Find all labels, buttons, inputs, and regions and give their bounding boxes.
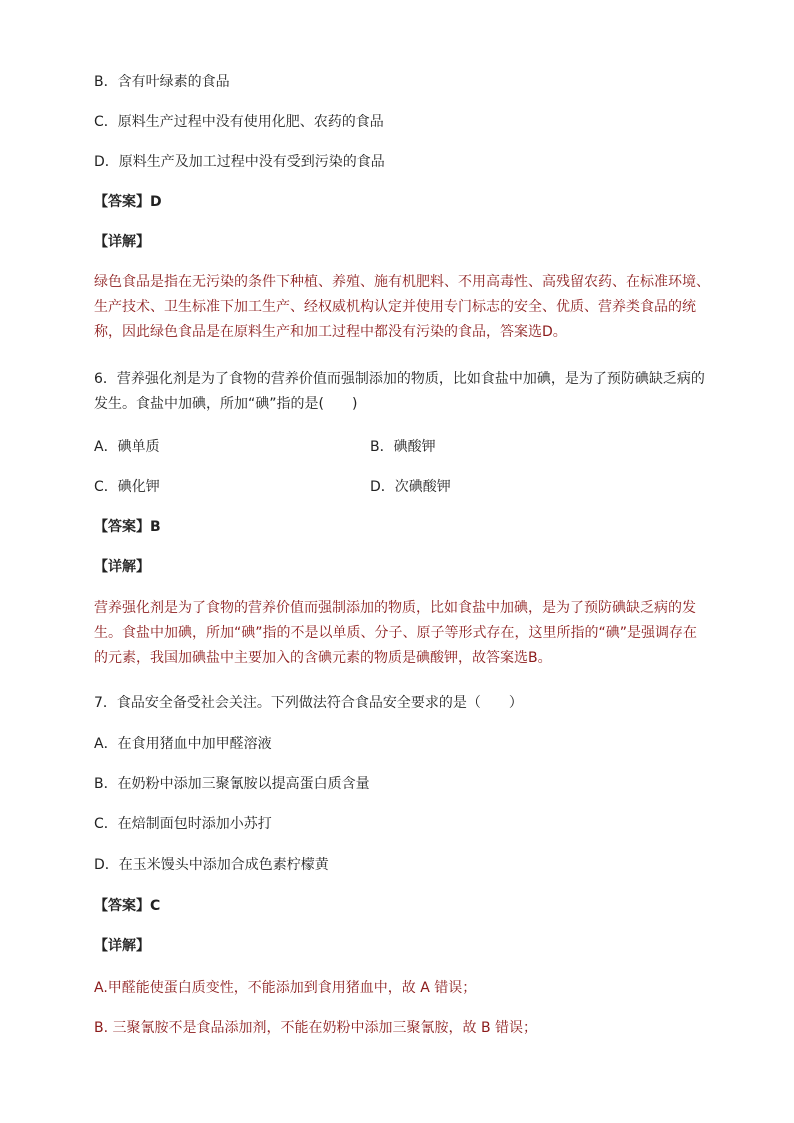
q6-answer: 【答案】B <box>94 519 161 535</box>
q6-detail-text <box>94 596 709 671</box>
q7-stem: 7．食品安全备受社会关注。下列做法符合食品安全要求的是（ ） <box>94 695 523 711</box>
q6-detail-line: 营养强化剂是为了食物的营养价值而强制添加的物质，比如食盐中加碘，是为了预防碘缺乏病的发 <box>94 600 696 616</box>
q7-option-d: D．在玉米馒头中添加合成色素柠檬黄 <box>94 857 329 873</box>
q6-option-c: C．碘化钾 <box>94 479 160 495</box>
q6-detail-line: 的元素，我国加碘盐中主要加入的含碘元素的物质是碘酸钾，故答案选B。 <box>94 650 552 666</box>
q5-detail-text <box>94 270 709 345</box>
q6-stem <box>94 367 709 417</box>
q6-detail-line: 生。食盐中加碘，所加“碘”指的不是以单质、分子、原子等形式存在，这里所指的“碘”是强调存在 <box>94 625 698 641</box>
q5-detail-label: 【详解】 <box>94 234 150 250</box>
q6-stem-line: 6．营养强化剂是为了食物的营养价值而强制添加的物质，比如食盐中加碘，是为了预防碘缺乏病的 <box>94 371 705 387</box>
q6-stem-line: 发生。食盐中加碘，所加“碘”指的是( ) <box>94 396 358 412</box>
q6-option-a: A．碘单质 <box>94 439 160 455</box>
q5-detail-line: 绿色食品是指在无污染的条件下种植、养殖、施有机肥料、不用高毒性、高残留农药、在标准环境、 <box>94 274 710 290</box>
q5-option-b: B．含有叶绿素的食品 <box>94 74 230 90</box>
q5-detail-line: 称，因此绿色食品是在原料生产和加工过程中都没有污染的食品，答案选D。 <box>94 324 567 340</box>
q5-answer: 【答案】D <box>94 194 162 210</box>
q5-option-d: D．原料生产及加工过程中没有受到污染的食品 <box>94 154 385 170</box>
q6-detail-label: 【详解】 <box>94 559 150 575</box>
q7-option-c: C．在焙制面包时添加小苏打 <box>94 816 272 832</box>
q7-detail-b: B. 三聚氰胺不是食品添加剂，不能在奶粉中添加三聚氰胺，故 B 错误； <box>94 1020 538 1036</box>
q5-detail-line: 生产技术、卫生标准下加工生产、经权威机构认定并使用专门标志的安全、优质、营养类食品的统 <box>94 299 696 315</box>
q7-option-b: B．在奶粉中添加三聚氰胺以提高蛋白质含量 <box>94 776 370 792</box>
q7-detail-label: 【详解】 <box>94 938 150 954</box>
q6-option-b: B．碘酸钾 <box>370 439 436 455</box>
q7-detail-a: A.甲醛能使蛋白质变性，不能添加到食用猪血中，故 A 错误； <box>94 980 477 996</box>
q7-option-a: A．在食用猪血中加甲醛溶液 <box>94 736 272 752</box>
q7-answer: 【答案】C <box>94 898 161 914</box>
q5-option-c: C．原料生产过程中没有使用化肥、农药的食品 <box>94 114 384 130</box>
q6-option-d: D．次碘酸钾 <box>370 479 451 495</box>
